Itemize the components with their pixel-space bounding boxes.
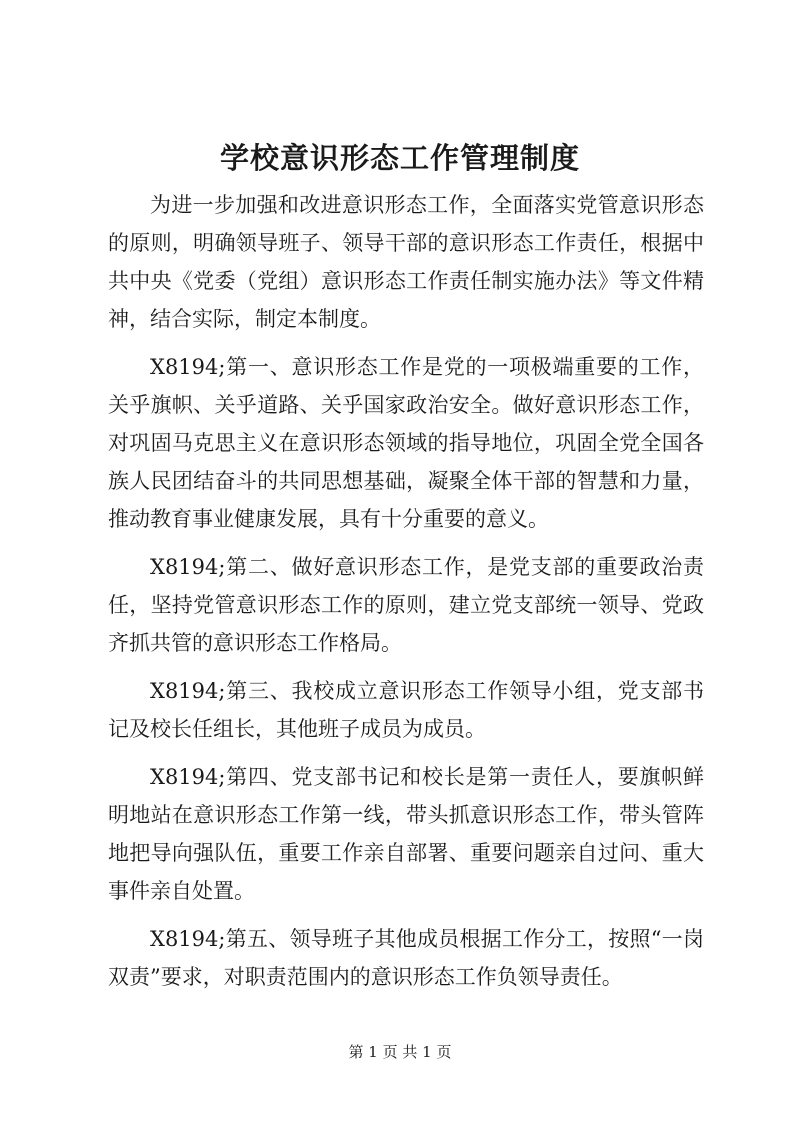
page-title: 学校意识形态工作管理制度 [219,141,580,175]
document-body [108,186,704,1006]
paragraph-article-5: X8194;第五、领导班子其他成员根据工作分工，按照“一岗双责”要求，对职责范围内的意识形态工作负领导责任。 [108,927,704,989]
paragraph-article-2: X8194;第二、做好意识形态工作，是党支部的重要政治责任，坚持党管意识形态工作的原则，建立党支部统一领导、党政齐抓共管的意识形态工作格局。 [108,555,704,655]
page-footer: 第 1 页 共 1 页 [348,1043,452,1061]
paragraph-article-4: X8194;第四、党支部书记和校长是第一责任人，要旗帜鲜明地站在意识形态工作第一线，带头抓意识形态工作，带头管阵地把导向强队伍，重要工作亲自部署、重要问题亲自过问、重大事件亲自处置。 [108,765,704,903]
paragraph-article-1: X8194;第一、意识形态工作是党的一项极端重要的工作，关乎旗帜、关乎道路、关乎国家政治安全。做好意识形态工作，对巩固马克思主义在意识形态领域的指导地位，巩固全党全国各族人民团结奋斗的共同思想基础，凝聚全体干部的智慧和力量，推动教育事业健康发展，具有十分重要的意义。 [108,355,704,531]
paragraph-article-3: X8194;第三、我校成立意识形态工作领导小组，党支部书记及校长任组长，其他班子成员为成员。 [108,679,704,741]
paragraph-intro: 为进一步加强和改进意识形态工作，全面落实党管意识形态的原则，明确领导班子、领导干部的意识形态工作责任，根据中共中央《党委（党组）意识形态工作责任制实施办法》等文件精神，结合实际，制定本制度。 [108,193,704,331]
